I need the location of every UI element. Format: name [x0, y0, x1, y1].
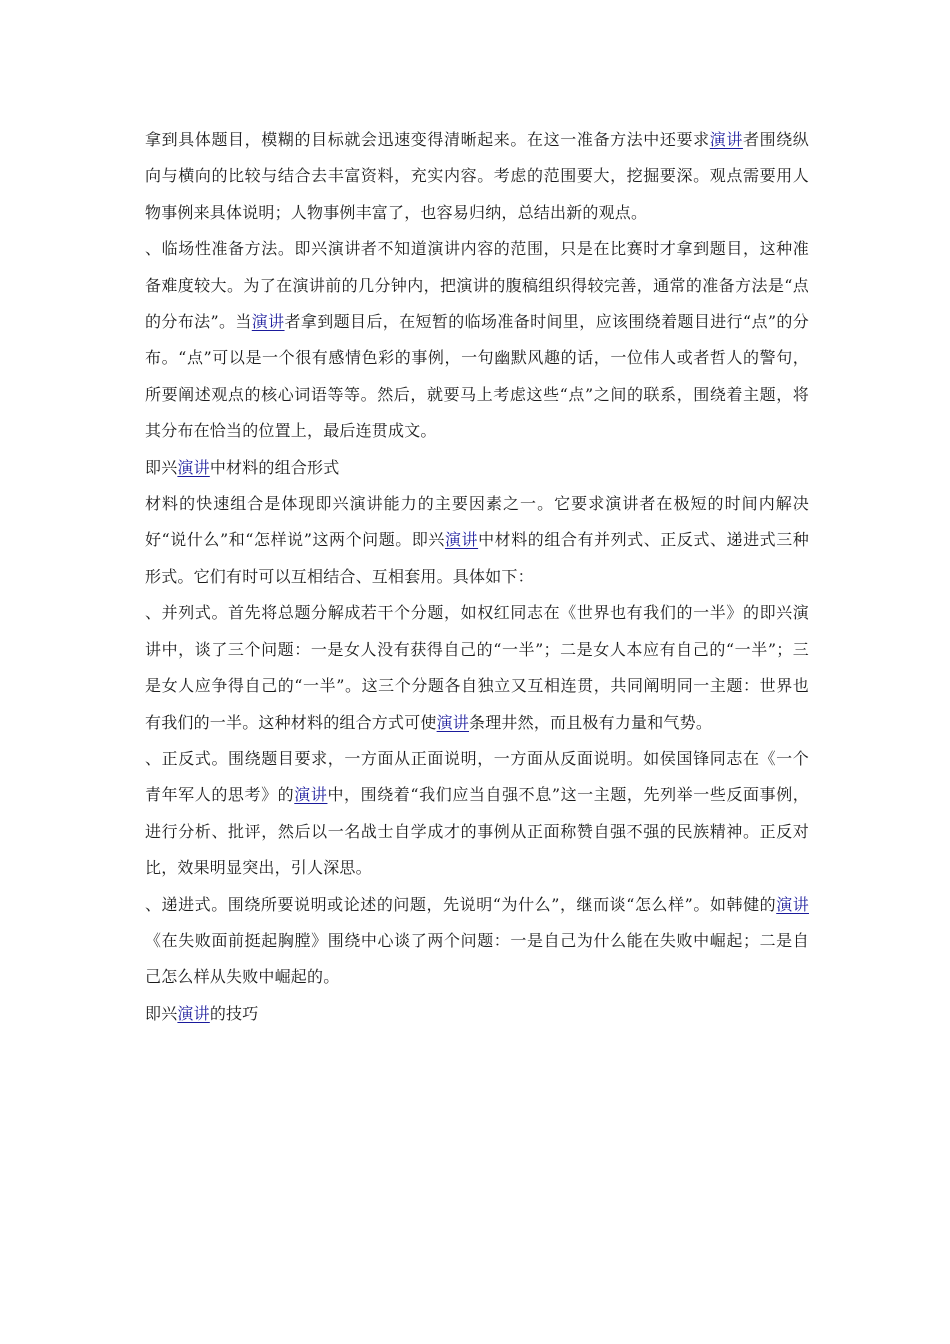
text-segment: 中材料的组合有并列式、正反式、递进式三种形式。它们有时可以互相结合、互相套用。具体如下： [145, 530, 809, 586]
text-segment: 、并列式。首先将总题分解成若干个分题，如权红同志在《世界也有我们的一半》的即兴演讲中，谈了三个问题：一是女人没有获得自己的“一半”；二是女人本应有自己的“一半”；三是女人应争得自己的“一半”。这三个分题各自独立又互相连贯，共同阐明同一主题：世界也有我们的一半。这种材料的组合方式可使 [145, 603, 809, 732]
text-segment: 即兴 [145, 457, 178, 477]
keyword-link[interactable]: 演讲 [436, 712, 470, 732]
text-segment: 条理井然，而且极有力量和气势。 [469, 712, 713, 732]
text-segment: 拿到具体题目，模糊的目标就会迅速变得清晰起来。在这一准备方法中还要求 [145, 130, 710, 149]
keyword-link[interactable]: 演讲 [709, 130, 743, 149]
text-segment: 即兴 [145, 1003, 178, 1023]
text-segment: 者拿到题目后，在短暂的临场准备时间里，应该围绕着题目进行“点”的分布。“点”可以是一个很有感情色彩的事例，一句幽默风趣的话，一位伟人或者哲人的警句，所要阐述观点的核心词语等等。然后，就要马上考虑这些“点”之间的联系，围绕着主题，将其分布在恰当的位置上，最后连贯成文。 [145, 312, 809, 441]
text-segment: 、正反式。围绕题目要求，一方面从正面说明，一方面从反面说明。如侯国锋同志在《一个青年军人的思考》的 [145, 748, 809, 805]
text-segment: 者围绕纵向与横向的比较与结合去丰富资料，充实内容。考虑的范围要大，挖掘要深。观点需要用人物事例来具体说明；人物事例丰富了，也容易归纳，总结出新的观点。 [145, 130, 809, 222]
text-segment: 、临场性准备方法。即兴演讲者不知道演讲内容的范围，只是在比赛时才拿到题目，这种准备难度较大。为了在演讲前的几分钟内，把演讲的腹稿组织得较完善，通常的准备方法是“点的分布法”。当 [145, 239, 809, 332]
text-segment: 中，围绕着“我们应当自强不息”这一主题，先列举一些反面事例，进行分析、批评，然后以一名战士自学成才的事例从正面称赞自强不强的民族精神。正反对比，效果明显突出，引人深思。 [145, 785, 809, 878]
keyword-link[interactable]: 演讲 [177, 457, 210, 477]
keyword-link[interactable]: 演讲 [177, 1003, 210, 1023]
keyword-link[interactable]: 演讲 [444, 530, 479, 550]
text-segment: 《在失败面前挺起胸膛》围绕中心谈了两个问题：一是自己为什么能在失败中崛起；二是自己怎么样从失败中崛起的。 [145, 930, 809, 987]
section-heading [145, 450, 809, 486]
keyword-link[interactable]: 演讲 [776, 894, 809, 914]
paragraph [145, 887, 809, 996]
keyword-link[interactable]: 演讲 [251, 312, 285, 332]
paragraph [145, 741, 809, 887]
keyword-link[interactable]: 演讲 [294, 785, 328, 805]
text-segment: 中材料的组合形式 [209, 457, 340, 477]
paragraph [145, 595, 809, 741]
paragraph [145, 486, 809, 595]
section-heading [145, 996, 809, 1032]
text-segment: 材料的快速组合是体现即兴演讲能力的主要因素之一。它要求演讲者在极短的时间内解决好“说什么”和“怎样说”这两个问题。即兴 [145, 494, 809, 550]
paragraph [145, 122, 809, 231]
text-segment: 的技巧 [209, 1003, 259, 1023]
document-body [145, 122, 809, 1032]
paragraph [145, 231, 809, 449]
text-segment: 、递进式。围绕所要说明或论述的问题，先说明“为什么”，继而谈“怎么样”。如韩健的 [145, 894, 777, 914]
